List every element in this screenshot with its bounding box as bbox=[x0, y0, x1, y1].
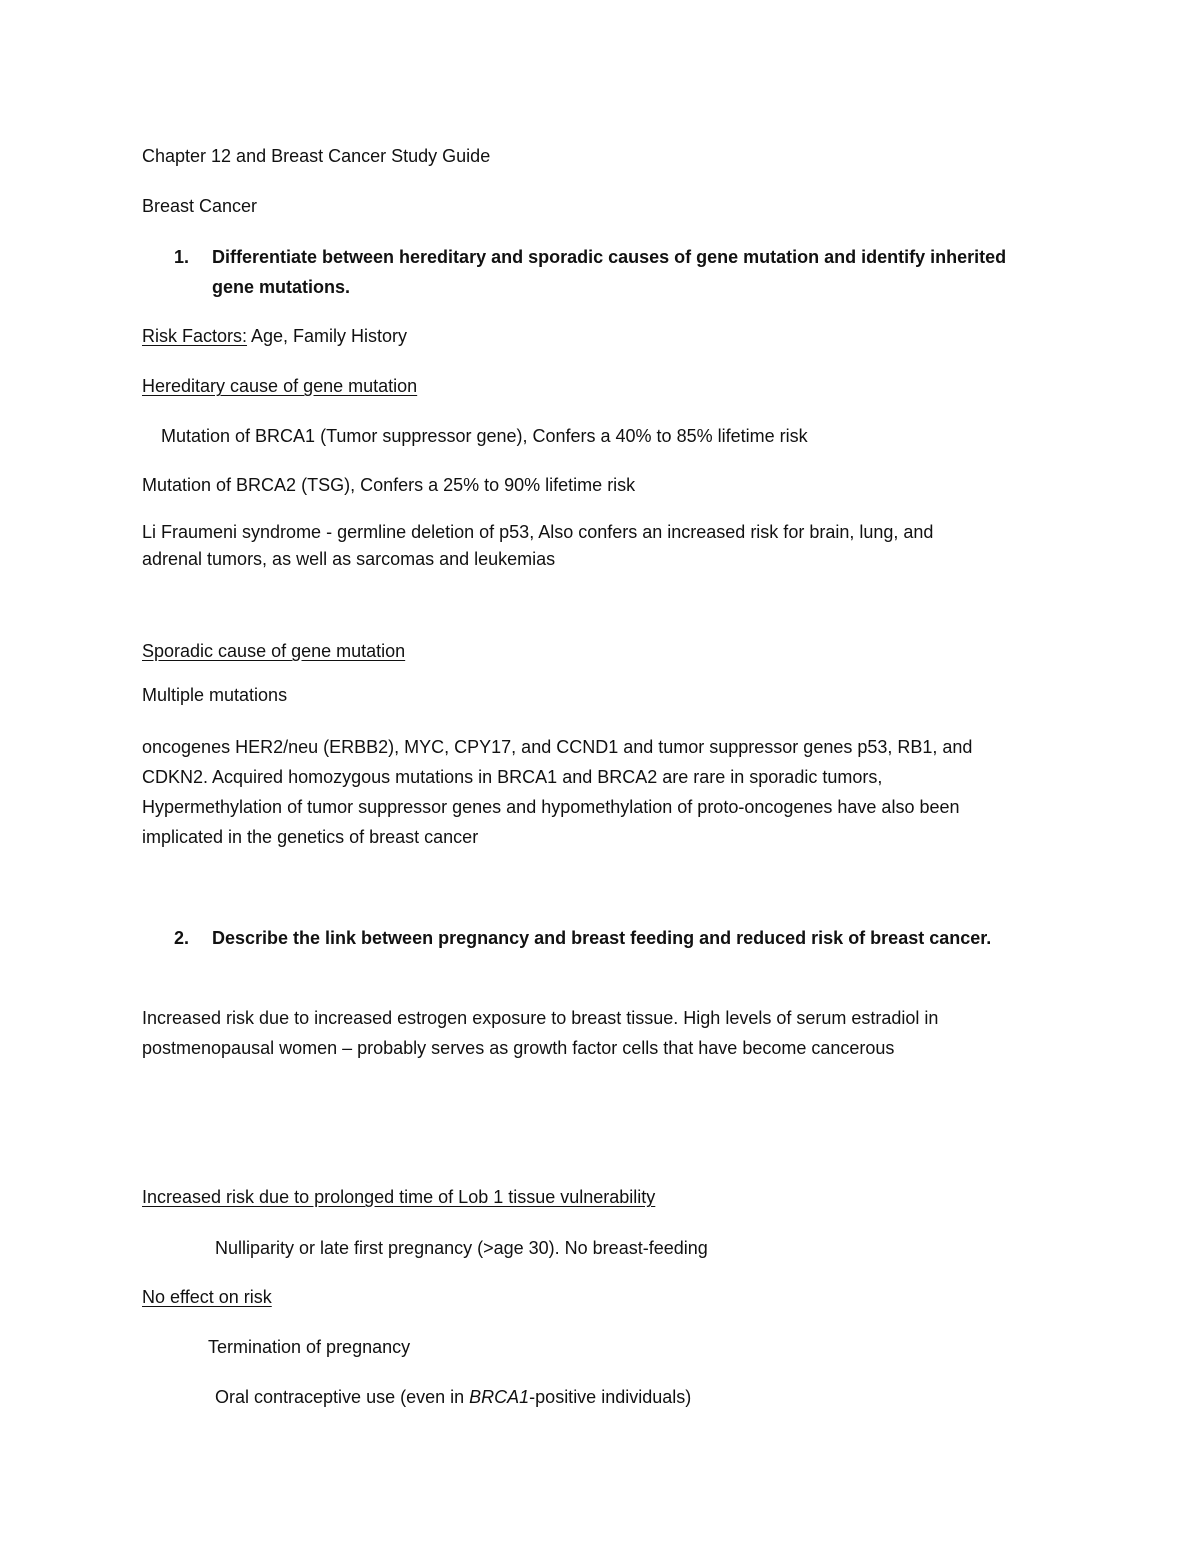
risk-factors-label: Risk Factors: bbox=[142, 326, 248, 346]
risk-factors-value: Age, Family History bbox=[247, 326, 408, 346]
no-effect-heading: No effect on risk bbox=[142, 1287, 272, 1307]
risk-factors-line bbox=[142, 325, 407, 347]
multiple-mutations-line: Multiple mutations bbox=[142, 685, 288, 705]
estrogen-line-2: postmenopausal women – probably serves as growth factor cells that have become cancerous bbox=[142, 1038, 895, 1058]
oral-contraceptive-text-start: Oral contraceptive use (even in bbox=[215, 1387, 470, 1407]
oral-contraceptive-text-end: -positive individuals) bbox=[529, 1387, 692, 1407]
sporadic-paragraph-line-2: CDKN2. Acquired homozygous mutations in BRCA1 and BRCA2 are rare in sporadic tumors, bbox=[142, 767, 883, 787]
document-title: Chapter 12 and Breast Cancer Study Guide bbox=[142, 146, 491, 166]
sporadic-paragraph-line-1: oncogenes HER2/neu (ERBB2), MYC, CPY17, and CCND1 and tumor suppressor genes p53, RB1, and bbox=[142, 737, 973, 757]
hereditary-heading: Hereditary cause of gene mutation bbox=[142, 376, 418, 396]
question-2-text: Describe the link between pregnancy and breast feeding and reduced risk of breast cancer. bbox=[212, 928, 992, 948]
sporadic-paragraph-line-3: Hypermethylation of tumor suppressor genes and hypomethylation of proto-oncogenes have also been bbox=[142, 797, 960, 817]
section-heading: Breast Cancer bbox=[142, 196, 258, 216]
question-1-number: 1. bbox=[174, 247, 190, 267]
li-fraumeni-line-1: Li Fraumeni syndrome - germline deletion of p53, Also confers an increased risk for brain, lung, and bbox=[142, 522, 934, 542]
termination-line: Termination of pregnancy bbox=[208, 1337, 411, 1357]
brca1-line: Mutation of BRCA1 (Tumor suppressor gene), Confers a 40% to 85% lifetime risk bbox=[161, 426, 808, 446]
prolonged-vulnerability-heading: Increased risk due to prolonged time of Lob 1 tissue vulnerability bbox=[142, 1187, 656, 1207]
oral-contraceptive-line bbox=[215, 1386, 691, 1408]
estrogen-line-1: Increased risk due to increased estrogen exposure to breast tissue. High levels of serum estradiol in bbox=[142, 1008, 939, 1028]
question-1-line-1: Differentiate between hereditary and sporadic causes of gene mutation and identify inherited bbox=[212, 247, 1007, 267]
li-fraumeni-line-2: adrenal tumors, as well as sarcomas and leukemias bbox=[142, 549, 556, 569]
sporadic-paragraph-line-4: implicated in the genetics of breast cancer bbox=[142, 827, 479, 847]
brca1-italic: BRCA1 bbox=[469, 1387, 530, 1407]
question-2-number: 2. bbox=[174, 928, 190, 948]
brca2-line: Mutation of BRCA2 (TSG), Confers a 25% to 90% lifetime risk bbox=[142, 475, 636, 495]
sporadic-heading: Sporadic cause of gene mutation bbox=[142, 641, 406, 661]
question-1-line-2: gene mutations. bbox=[212, 277, 351, 297]
nulliparity-line: Nulliparity or late first pregnancy (>age 30). No breast-feeding bbox=[215, 1238, 708, 1258]
